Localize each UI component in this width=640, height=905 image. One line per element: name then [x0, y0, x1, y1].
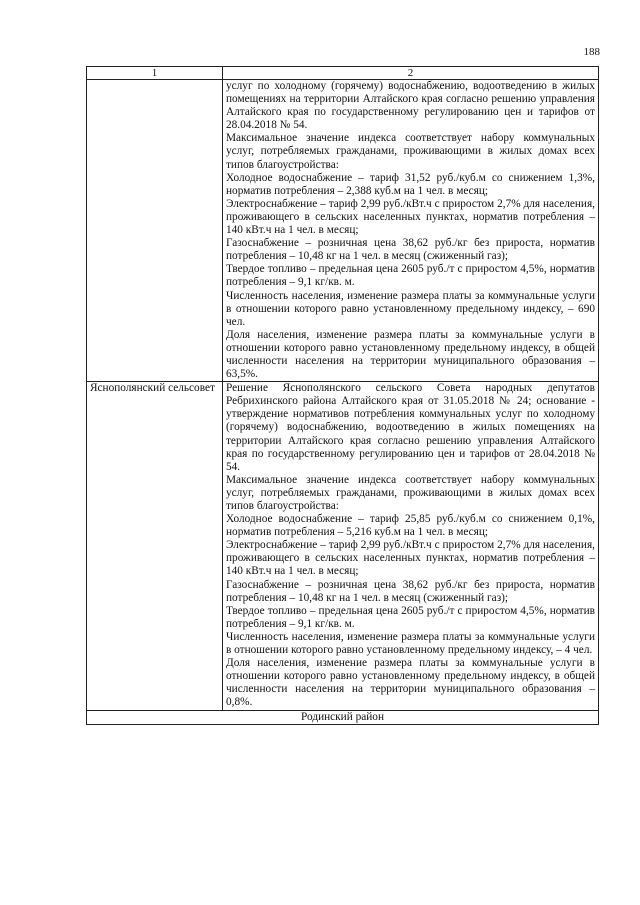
paragraph: Доля населения, изменение размера платы за коммунальные услуги в отношении которого равно установленному предельному индексу, в общей численности населения на территории муниципального образования – 63,5%. [226, 328, 595, 381]
paragraph: Численность населения, изменение размера платы за коммунальные услуги в отношении которого равно установленному предельному индексу, – 690 чел. [226, 289, 595, 328]
region-heading: Родинский район [87, 710, 599, 724]
description-cell [223, 382, 599, 710]
paragraph: Максимальное значение индекса соответствует набору коммунальных услуг, потребляемых гражданами, проживающими в жилых домах всех типов благоустройства: [226, 132, 595, 171]
paragraph: Численность населения, изменение размера платы за коммунальные услуги в отношении которого равно установленному предельному индексу, – 4 чел. [226, 630, 595, 657]
table-header-row [87, 67, 599, 80]
paragraph: услуг по холодному (горячему) водоснабжению, водоотведению в жилых помещениях на территории Алтайского края согласно решению управления Алтайского края по государственному регулированию цен и тарифов от 28.04.2018 № 54. [226, 80, 595, 132]
paragraph: Максимальное значение индекса соответствует набору коммунальных услуг, потребляемых гражданами, проживающими в жилых домах всех типов благоустройства: [226, 473, 595, 512]
paragraph: Электроснабжение – тариф 2,99 руб./кВт.ч с приростом 2,7% для населения, проживающего в сельских населенных пунктах, норматив потребления – 140 кВт.ч на 1 чел. в месяц; [226, 539, 595, 578]
paragraph: Холодное водоснабжение – тариф 25,85 руб./куб.м со снижением 0,1%, норматив потребления – 5,216 куб.м на 1 чел. в месяц; [226, 513, 595, 539]
column-header-1: 1 [87, 67, 223, 80]
paragraph: Газоснабжение – розничная цена 38,62 руб./кг без прироста, норматив потребления – 10,48 кг на 1 чел. в месяц (сжиженный газ); [226, 237, 595, 263]
document-table [86, 66, 599, 725]
region-row [87, 710, 599, 724]
paragraph: Газоснабжение – розничная цена 38,62 руб./кг без прироста, норматив потребления – 10,48 кг на 1 чел. в месяц (сжиженный газ); [226, 578, 595, 604]
paragraph: Электроснабжение – тариф 2,99 руб./кВт.ч с приростом 2,7% для населения, проживающего в сельских населенных пунктах, норматив потребления – 140 кВт.ч на 1 чел. в месяц; [226, 197, 595, 237]
paragraph: Холодное водоснабжение – тариф 31,52 руб./куб.м со снижением 1,3%, норматив потребления – 2,388 куб.м на 1 чел. в месяц; [226, 171, 595, 197]
page-number: 188 [583, 46, 600, 58]
table-row [87, 80, 599, 382]
description-cell [223, 80, 599, 382]
column-header-2: 2 [223, 67, 599, 80]
paragraph: Твердое топливо – предельная цена 2605 руб./т с приростом 4,5%, норматив потребления – 9,1 кг/кв. м. [226, 263, 595, 289]
municipality-cell: Яснополянский сельсовет [87, 382, 223, 710]
municipality-cell [87, 80, 223, 382]
paragraph: Твердое топливо – предельная цена 2605 руб./т с приростом 4,5%, норматив потребления – 9,1 кг/кв. м. [226, 604, 595, 630]
paragraph: Решение Яснополянского сельского Совета народных депутатов Ребрихинского района Алтайского края от 31.05.2018 № 24; основание - утверждение нормативов потребления коммунальных услуг по холодному (горячему) водоснабжению, водоотведению в жилых помещениях на территории Алтайского края согласно решению управления Алтайского края по государственному регулированию цен и тарифов от 28.04.2018 № 54. [226, 382, 595, 473]
paragraph: Доля населения, изменение размера платы за коммунальные услуги в отношении которого равно установленному предельному индексу, в общей численности населения на территории муниципального образования – 0,8%. [226, 657, 595, 709]
table-row [87, 382, 599, 710]
